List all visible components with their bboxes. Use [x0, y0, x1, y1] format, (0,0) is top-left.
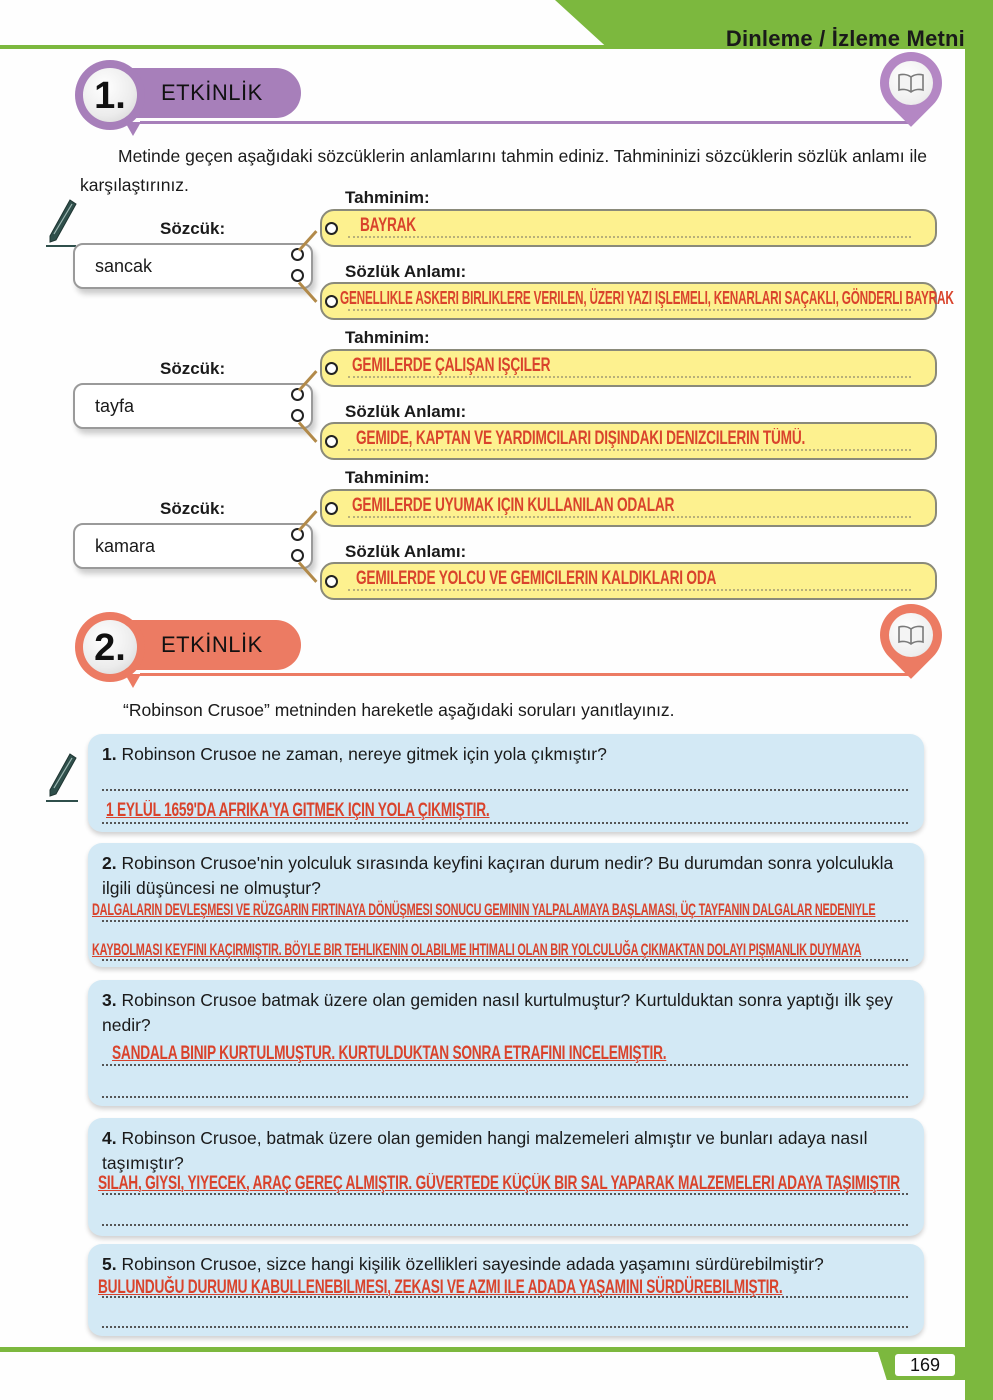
ring-icon: [325, 295, 338, 308]
answer-line[interactable]: [102, 1326, 908, 1328]
handwritten-answer: DALGALARIN DEVLEŞMESI VE RÜZGARIN FIRTINAYA DÖNÜŞMESI SONUCU GEMININ YALPALAMAYA BAŞLAMASI, ÜÇ TAYFANIN DALGALAR NEDENIYLE: [92, 900, 876, 919]
activity-number-badge: 1.: [75, 60, 145, 130]
side-band: [965, 45, 993, 1400]
dictionary-answer: GENELLIKLE ASKERI BIRLIKLERE VERILEN, ÜZERI YAZI IŞLEMELI, KENARLARI SAÇAKLI, GÖNDERLI BAYRAK: [340, 288, 954, 308]
word-text: sancak: [95, 256, 153, 276]
guess-box[interactable]: [320, 209, 937, 247]
dictionary-answer: GEMIDE, KAPTAN VE YARDIMCILARI DIŞINDAKI DENIZCILERIN TÜMÜ.: [356, 428, 806, 449]
dictionary-meaning-box[interactable]: [320, 562, 937, 600]
ring-icon: [325, 502, 338, 515]
answer-line[interactable]: [102, 822, 908, 824]
question-text: 2. Robinson Crusoe'nin yolculuk sırasında keyfini kaçıran durum nedir? Bu durumdan sonra yolculukla ilgili düşüncesi ne olmuştur?: [102, 853, 894, 898]
footer-rule: [0, 1347, 965, 1352]
word-label: Sözcük:: [160, 499, 226, 518]
dictionary-meaning-box[interactable]: [320, 282, 954, 320]
ring-icon: [325, 362, 338, 375]
guess-box[interactable]: [320, 349, 937, 387]
question-card: [88, 1118, 924, 1236]
dictionary-label: Sözlük Anlamı:: [345, 542, 467, 561]
guess-answer: BAYRAK: [360, 215, 416, 236]
activity-number-badge: 2.: [75, 612, 145, 682]
answer-line[interactable]: [102, 920, 908, 922]
word-text: tayfa: [95, 396, 135, 416]
word-label: Sözcük:: [160, 219, 226, 238]
ring-icon: [325, 435, 338, 448]
ring-icon: [291, 269, 304, 282]
page-number: 169: [895, 1354, 955, 1376]
handwritten-answer: KAYBOLMASI KEYFINI KAÇIRMIŞTIR. BÖYLE BIR TEHLIKENIN OLABILME IHTIMALI OLAN BIR YOLCULUĞA ÇIKMAKTAN DOLAYI PIŞMANLIK DUYMAYA: [92, 940, 862, 959]
activity-1-rule: [140, 121, 912, 124]
question-text: 4. Robinson Crusoe, batmak üzere olan gemiden hangi malzemeleri almıştır ve bunları adaya nasıl taşımıştır?: [102, 1128, 868, 1173]
ring-icon: [291, 409, 304, 422]
word-box: [73, 523, 313, 569]
ring-icon: [325, 222, 338, 235]
question-card: [88, 1244, 924, 1336]
question-card: [88, 734, 924, 832]
handwritten-answer: BULUNDUĞU DURUMU KABULLENEBILMESI, ZEKASI VE AZMI ILE ADADA YAŞAMINI SÜRDÜREBILMIŞTIR.: [98, 1277, 783, 1298]
guess-answer: GEMILERDE ÇALIŞAN IŞÇILER: [352, 355, 551, 376]
dictionary-label: Sözlük Anlamı:: [345, 402, 467, 421]
activity-label: ETKİNLİK: [161, 632, 263, 657]
ring-icon: [291, 549, 304, 562]
handwritten-answer: SANDALA BINIP KURTULMUŞTUR. KURTULDUKTAN SONRA ETRAFINI INCELEMIŞTIR.: [112, 1043, 667, 1064]
dictionary-answer: GEMILERDE YOLCU VE GEMICILERIN KALDIKLARI ODA: [356, 568, 717, 589]
question-text: 1. Robinson Crusoe ne zaman, nereye gitmek için yola çıkmıştır?: [102, 744, 607, 764]
activity-1-instructions: Metinde geçen aşağıdaki sözcüklerin anlamlarını tahmin ediniz. Tahmininizi sözcüklerin sözlük anlamı ile karşılaştırınız.: [80, 146, 927, 195]
guess-label: Tahminim:: [345, 188, 430, 207]
answer-line[interactable]: [102, 1096, 908, 1098]
handwritten-answer: SILAH, GIYSI, YIYECEK, ARAÇ GEREÇ ALMIŞTIR. GÜVERTEDE KÜÇÜK BIR SAL YAPARAK MALZEMELERI ADAYA TAŞIMIŞTIR: [98, 1173, 900, 1194]
ring-icon: [325, 575, 338, 588]
section-title: Dinleme / İzleme Metni: [725, 26, 965, 51]
guess-label: Tahminim:: [345, 328, 430, 347]
question-card: [88, 843, 924, 967]
word-box: [73, 383, 313, 429]
guess-box[interactable]: [320, 489, 937, 527]
answer-line[interactable]: [102, 1224, 908, 1226]
question-text: 3. Robinson Crusoe batmak üzere olan gemiden nasıl kurtulmuştur? Kurtulduktan sonra yaptığı ilk şey nedir?: [102, 990, 893, 1035]
activity-2-rule: [140, 673, 912, 676]
dictionary-meaning-box[interactable]: [320, 422, 937, 460]
book-pin-icon: [880, 604, 942, 682]
word-box: [73, 243, 313, 289]
guess-label: Tahminim:: [345, 468, 430, 487]
question-text: 5. Robinson Crusoe, sizce hangi kişilik özellikleri sayesinde adada yaşamını sürdürebilmiştir?: [102, 1254, 824, 1274]
guess-answer: GEMILERDE UYUMAK IÇIN KULLANILAN ODALAR: [352, 495, 675, 516]
book-pin-icon: [880, 52, 942, 130]
pencil-icon: [46, 198, 78, 248]
answer-line[interactable]: [102, 789, 908, 791]
pencil-icon: [46, 752, 78, 804]
question-card: [88, 980, 924, 1106]
handwritten-answer: 1 EYLÜL 1659'DA AFRIKA'YA GITMEK IÇIN YOLA ÇIKMIŞTIR.: [106, 800, 490, 821]
activity-label: ETKİNLİK: [161, 80, 263, 105]
word-text: kamara: [95, 536, 156, 556]
word-label: Sözcük:: [160, 359, 226, 378]
activity-2-instructions: “Robinson Crusoe” metninden hareketle aşağıdaki soruları yanıtlayınız.: [123, 700, 675, 720]
dictionary-label: Sözlük Anlamı:: [345, 262, 467, 281]
